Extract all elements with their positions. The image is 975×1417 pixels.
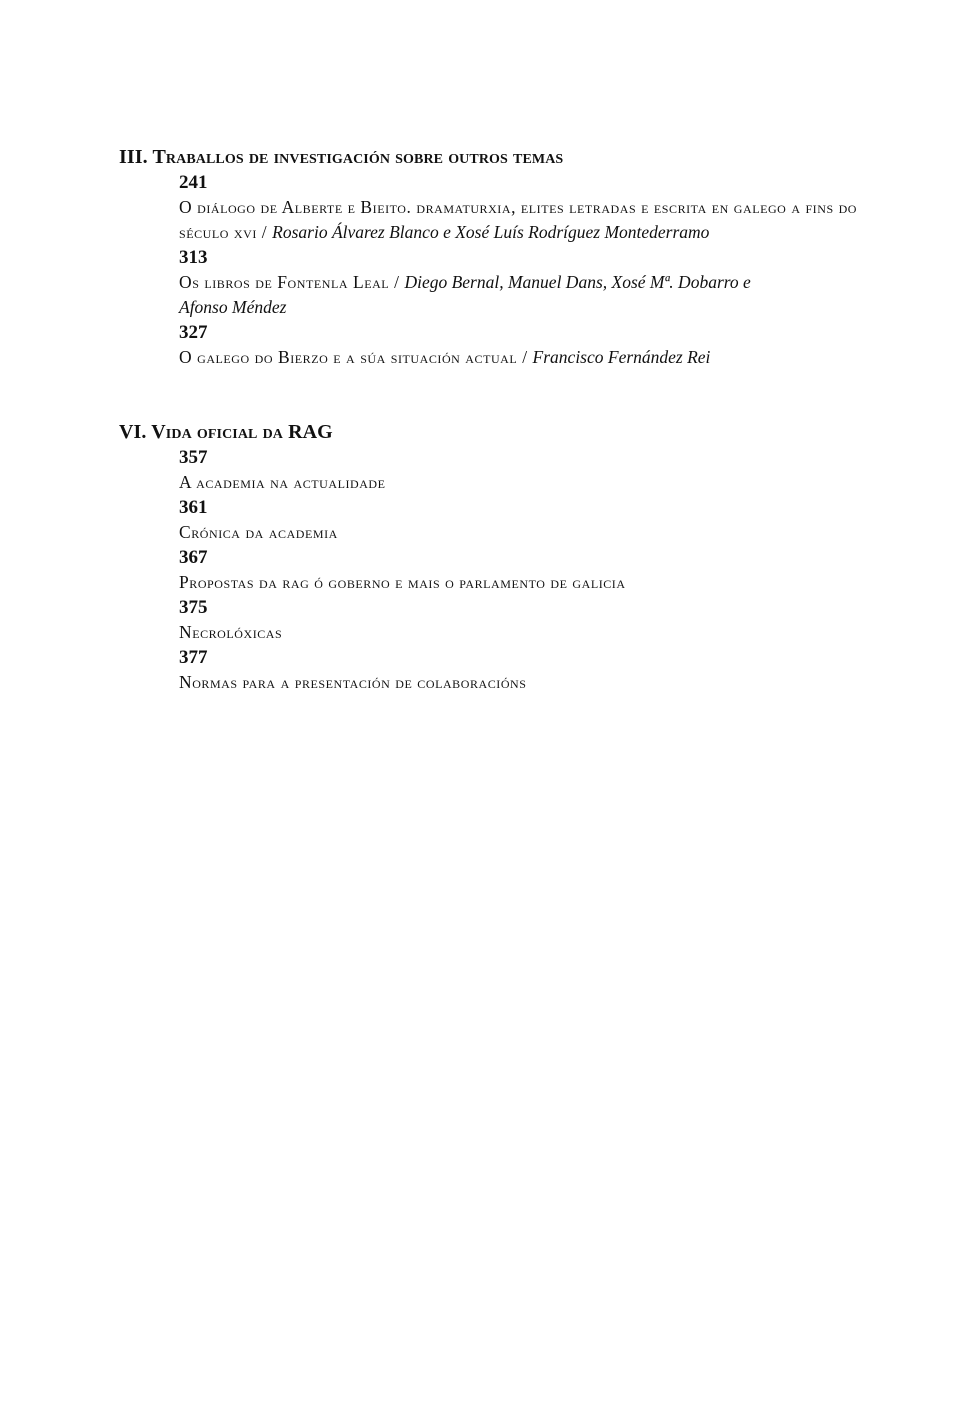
- toc-section-traballos: [119, 145, 879, 370]
- toc-entry: [179, 595, 879, 645]
- toc-entry: [179, 170, 879, 245]
- entry-text: [179, 270, 789, 320]
- toc-entry-list: [179, 445, 879, 695]
- page-number: 241: [179, 172, 208, 193]
- entry-title: Propostas da rag ó goberno e mais o parlamento de galicia: [179, 572, 626, 592]
- entry-title: A academia na actualidade: [179, 472, 386, 492]
- entry-separator: /: [256, 222, 273, 242]
- entry-separator: /: [389, 272, 405, 292]
- toc-entry: [179, 445, 879, 495]
- page-number: 357: [179, 447, 208, 468]
- entry-authors: Diego Bernal, Manuel Dans, Xosé Mª. Dobarro e Afonso Méndez: [179, 272, 751, 317]
- entry-title: Os libros de Fontenla Leal: [179, 272, 390, 292]
- toc-entry: [179, 245, 879, 320]
- entry-title: O diálogo de Alberte e Bieito. dramaturxia, elites letradas e escrita en galego a fins do século xvi: [179, 197, 858, 242]
- entry-authors: Rosario Álvarez Blanco e Xosé Luís Rodríguez Montederramo: [272, 222, 710, 242]
- page-number: 377: [179, 647, 208, 668]
- page-number: 361: [179, 497, 208, 518]
- entry-separator: /: [517, 347, 533, 367]
- toc-entry-list: [179, 170, 879, 370]
- section-title: VI. Vida oficial da RAG: [119, 421, 333, 443]
- section-title: III. Traballos de investigación sobre outros temas: [119, 146, 564, 168]
- page-number: 313: [179, 247, 208, 268]
- toc-entry: [179, 320, 879, 370]
- toc-entry: [179, 545, 879, 595]
- entry-title: Normas para a presentación de colaboracións: [179, 672, 527, 692]
- toc-entry: [179, 495, 879, 545]
- entry-text: [179, 345, 869, 370]
- page-number: 327: [179, 322, 208, 343]
- entry-authors: Francisco Fernández Rei: [532, 347, 711, 367]
- entry-text: [179, 195, 869, 245]
- page-number: 375: [179, 597, 208, 618]
- entry-title: O galego do Bierzo e a súa situación actual: [179, 347, 518, 367]
- toc-entry: [179, 645, 879, 695]
- entry-title: Crónica da academia: [179, 522, 338, 542]
- page-number: 367: [179, 547, 208, 568]
- entry-title: Necrolóxicas: [179, 622, 283, 642]
- toc-section-vida-oficial: [119, 420, 879, 695]
